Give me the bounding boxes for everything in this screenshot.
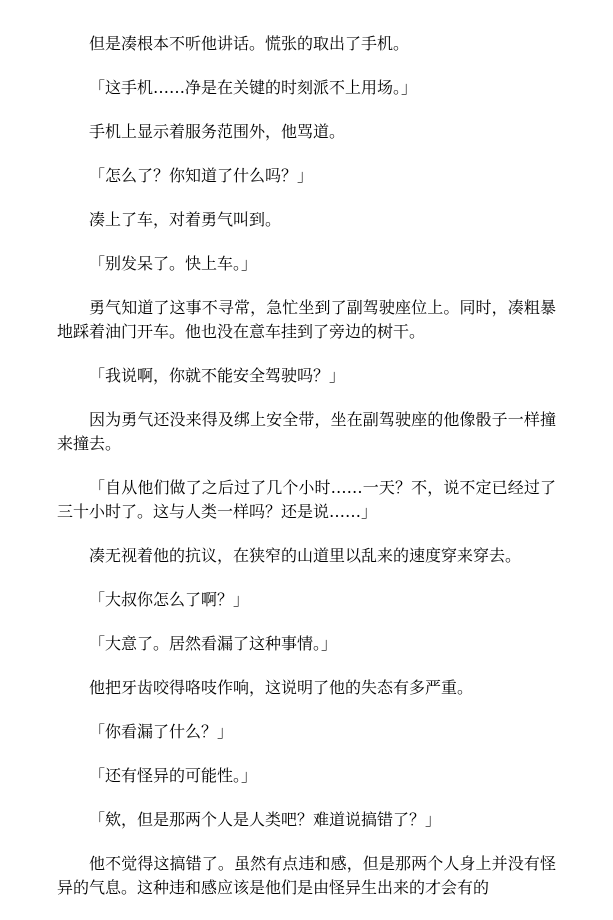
paragraph: 凑上了车，对着勇气叫到。 bbox=[89, 210, 282, 229]
paragraph: 「别发呆了。快上车。」 bbox=[89, 254, 258, 273]
paragraph: 因为勇气还没来得及绑上安全带，坐在副驾驶座的他像骰子一样撞来撞去。 bbox=[57, 410, 556, 453]
paragraph: 凑无视着他的抗议，在狭窄的山道里以乱来的速度穿来穿去。 bbox=[89, 546, 522, 565]
paragraph: 「我说啊，你就不能安全驾驶吗？」 bbox=[89, 366, 346, 385]
paragraph: 他把牙齿咬得咯吱作响，这说明了他的失态有多严重。 bbox=[89, 678, 474, 697]
paragraph: 他不觉得这搞错了。虽然有点违和感，但是那两个人身上并没有怪异的气息。这种违和感应该是他们是由怪异生出来的才会有的 bbox=[57, 854, 556, 897]
paragraph: 「怎么了？你知道了什么吗？」 bbox=[89, 166, 314, 185]
paragraph: 手机上显示着服务范围外，他骂道。 bbox=[89, 122, 346, 141]
paragraph: 「这手机……净是在关键的时刻派不上用场。」 bbox=[89, 78, 418, 97]
paragraph: 「欸，但是那两个人是人类吧？难道说搞错了？」 bbox=[89, 810, 442, 829]
paragraph: 「大意了。居然看漏了这种事情。」 bbox=[89, 634, 338, 653]
document-page bbox=[57, 32, 556, 920]
paragraph: 「还有怪异的可能性。」 bbox=[89, 766, 258, 785]
paragraph: 勇气知道了这事不寻常，急忙坐到了副驾驶座位上。同时，凑粗暴地踩着油门开车。他也没在意车挂到了旁边的树干。 bbox=[57, 298, 556, 341]
paragraph: 「自从他们做了之后过了几个小时……一天？不，说不定已经过了三十小时了。这与人类一样吗？还是说……」 bbox=[57, 478, 556, 521]
paragraph: 但是凑根本不听他讲话。慌张的取出了手机。 bbox=[89, 34, 410, 53]
paragraph: 「大叔你怎么了啊？」 bbox=[89, 590, 250, 609]
paragraph: 「你看漏了什么？」 bbox=[89, 722, 234, 741]
